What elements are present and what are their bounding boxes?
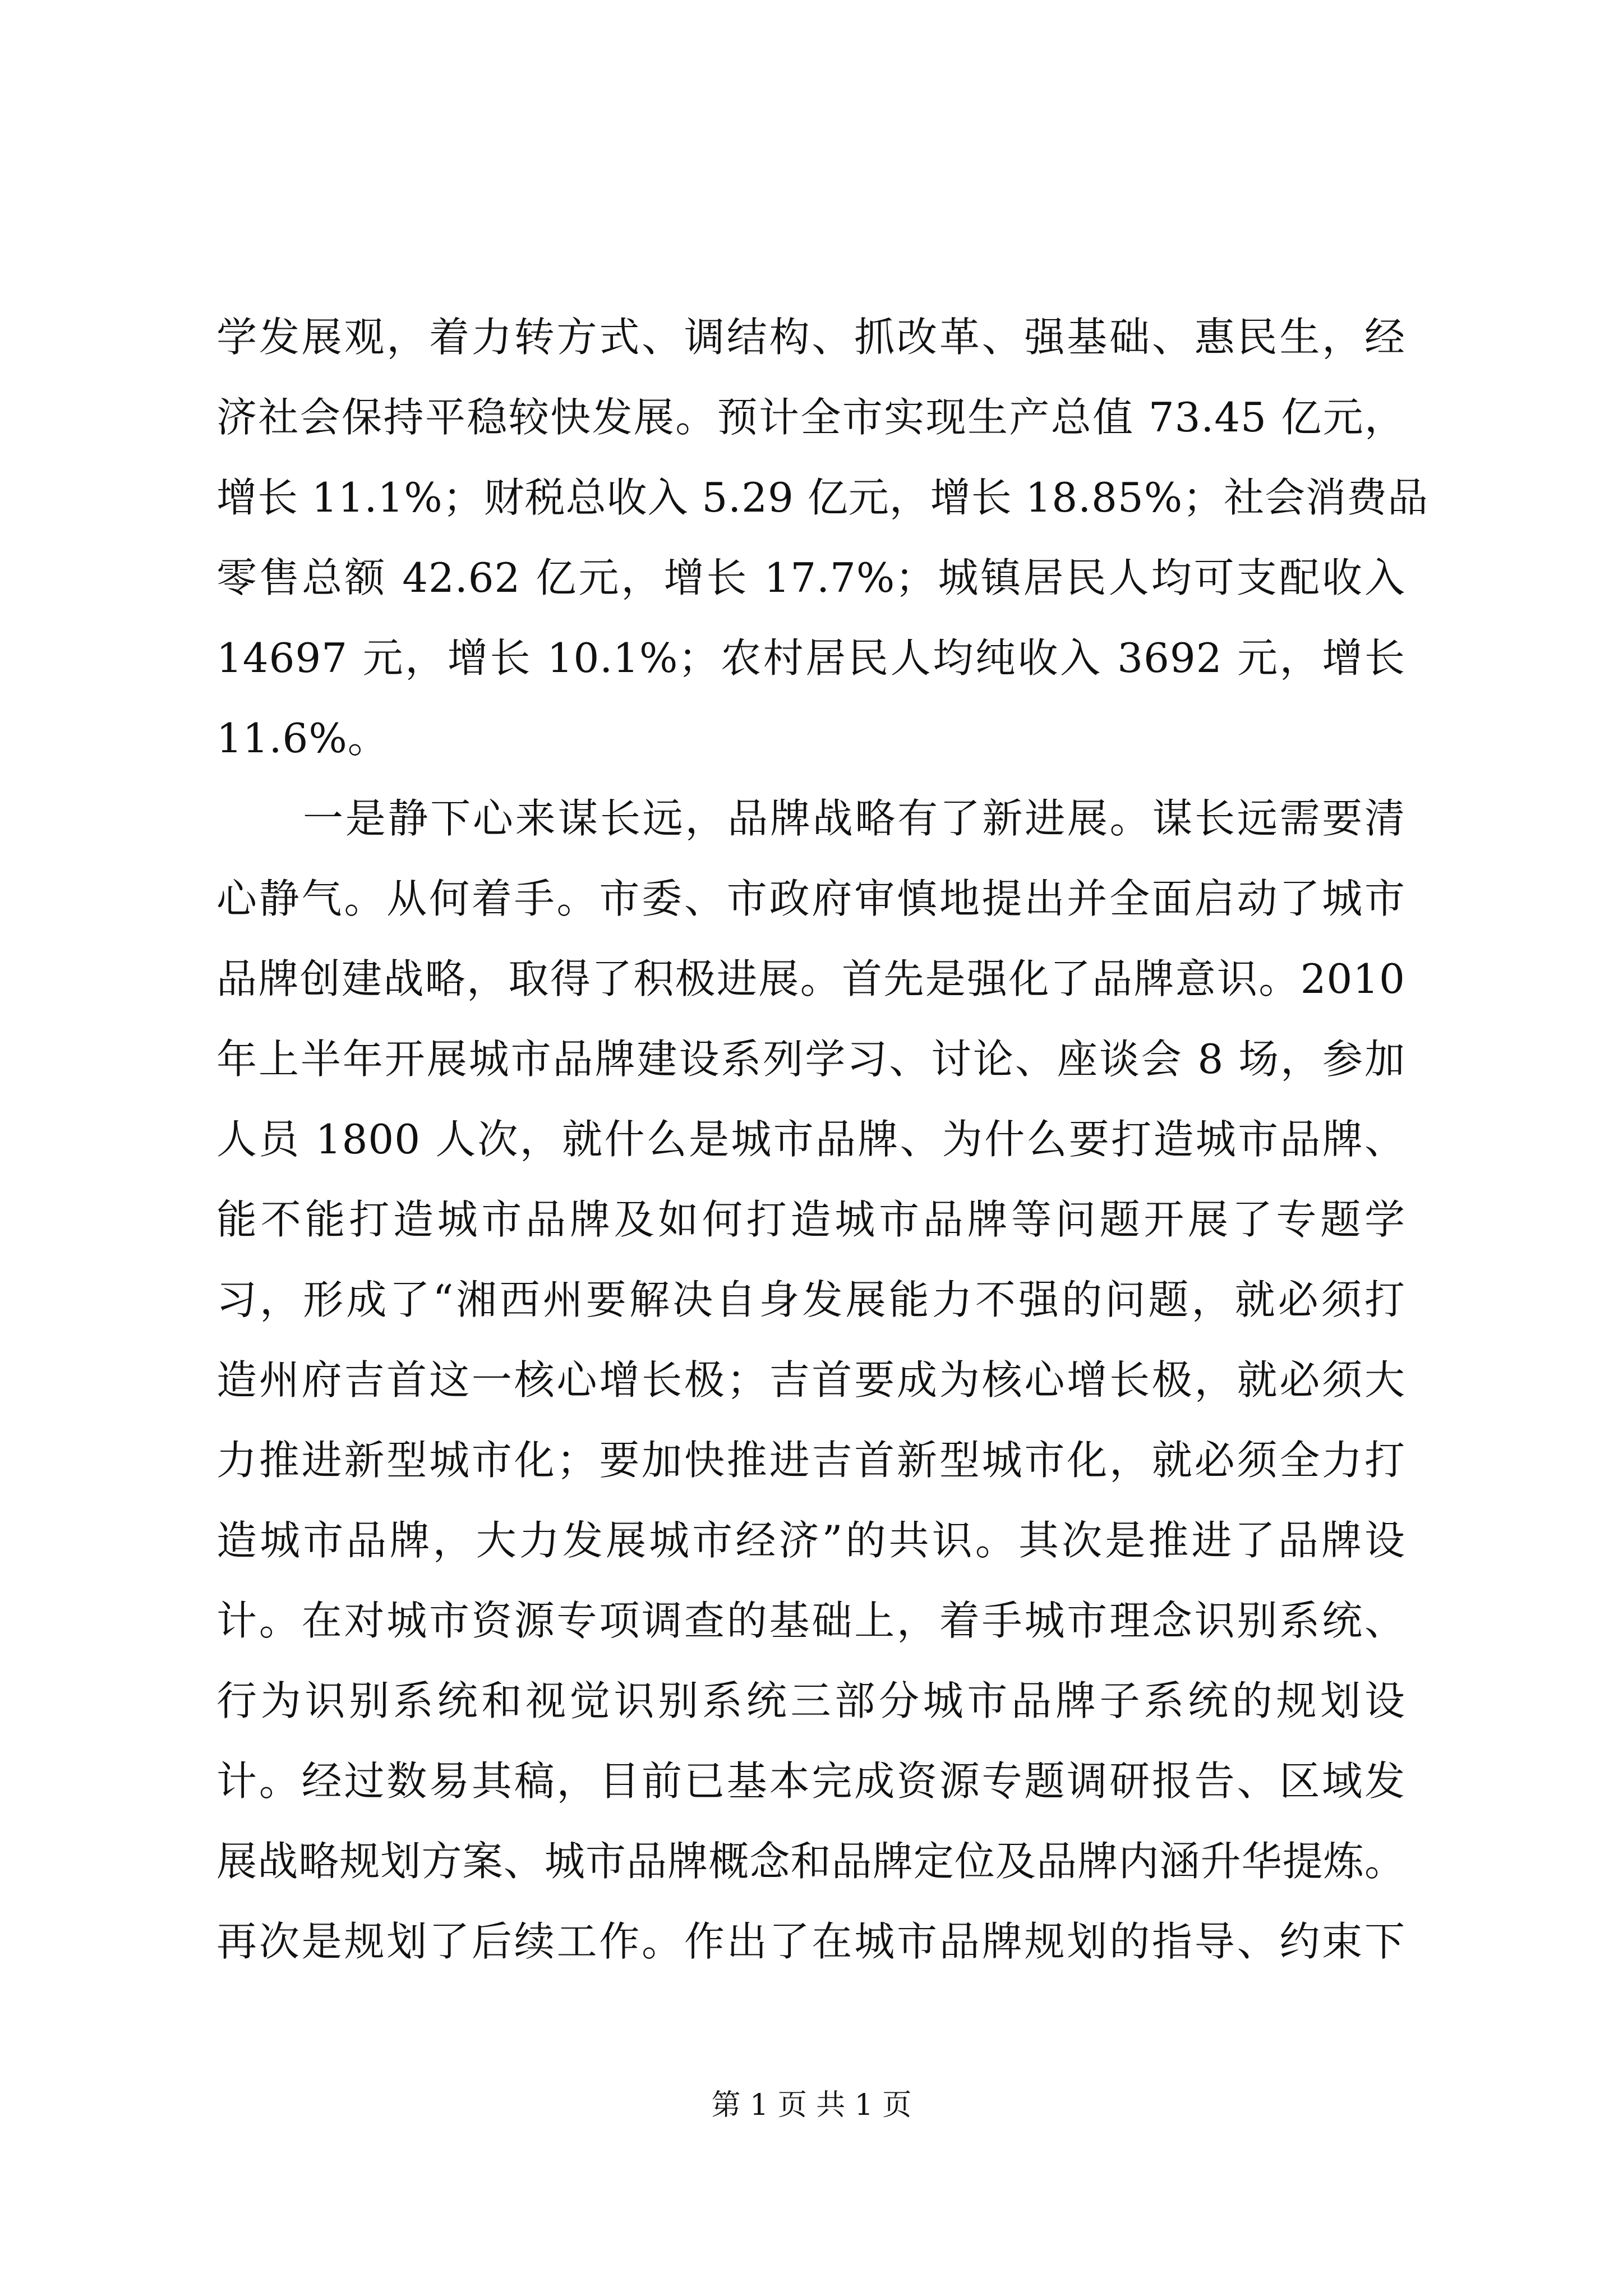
text-line: 造州府吉首这一核心增长极；吉首要成为核心增长极，就必须大 <box>216 1356 1405 1404</box>
text-line: 展战略规划方案、城市品牌概念和品牌定位及品牌内涵升华提炼。 <box>216 1838 1405 1885</box>
text-line: 人员 1800 人次，就什么是城市品牌、为什么要打造城市品牌、 <box>216 1116 1405 1163</box>
text-line: 行为识别系统和视觉识别系统三部分城市品牌子系统的规划设 <box>216 1677 1405 1724</box>
text-line: 品牌创建战略，取得了积极进展。首先是强化了品牌意识。2010 <box>216 955 1405 1002</box>
text-line: 心静气。从何着手。市委、市政府审慎地提出并全面启动了城市 <box>216 875 1405 922</box>
text-line: 一是静下心来谋长远，品牌战略有了新进展。谋长远需要清 <box>303 795 1405 842</box>
text-line: 11.6%。 <box>216 715 389 762</box>
text-line: 习，形成了“湘西州要解决自身发展能力不强的问题，就必须打 <box>216 1276 1405 1323</box>
body-text <box>216 297 1429 1982</box>
text-line: 增长 11.1%；财税总收入 5.29 亿元，增长 18.85%；社会消费品 <box>216 474 1429 521</box>
text-line: 学发展观，着力转方式、调结构、抓改革、强基础、惠民生，经 <box>216 314 1405 361</box>
text-line: 能不能打造城市品牌及如何打造城市品牌等问题开展了专题学 <box>216 1196 1405 1243</box>
text-line: 零售总额 42.62 亿元，增长 17.7%；城镇居民人均可支配收入 <box>216 554 1405 601</box>
text-line: 造城市品牌，大力发展城市经济”的共识。其次是推进了品牌设 <box>216 1517 1405 1564</box>
text-line: 计。经过数易其稿，目前已基本完成资源专题调研报告、区域发 <box>216 1757 1405 1805</box>
text-line: 再次是规划了后续工作。作出了在城市品牌规划的指导、约束下 <box>216 1918 1405 1965</box>
page-footer: 第 1 页 共 1 页 <box>711 2088 912 2122</box>
text-line: 年上半年开展城市品牌建设系列学习、讨论、座谈会 8 场，参加 <box>216 1036 1405 1083</box>
text-line: 计。在对城市资源专项调查的基础上，着手城市理念识别系统、 <box>216 1597 1405 1644</box>
text-line: 济社会保持平稳较快发展。预计全市实现生产总值 73.45 亿元， <box>216 394 1405 441</box>
text-line: 14697 元，增长 10.1%；农村居民人均纯收入 3692 元，增长 <box>216 634 1405 682</box>
text-line: 力推进新型城市化；要加快推进吉首新型城市化，就必须全力打 <box>216 1437 1405 1484</box>
